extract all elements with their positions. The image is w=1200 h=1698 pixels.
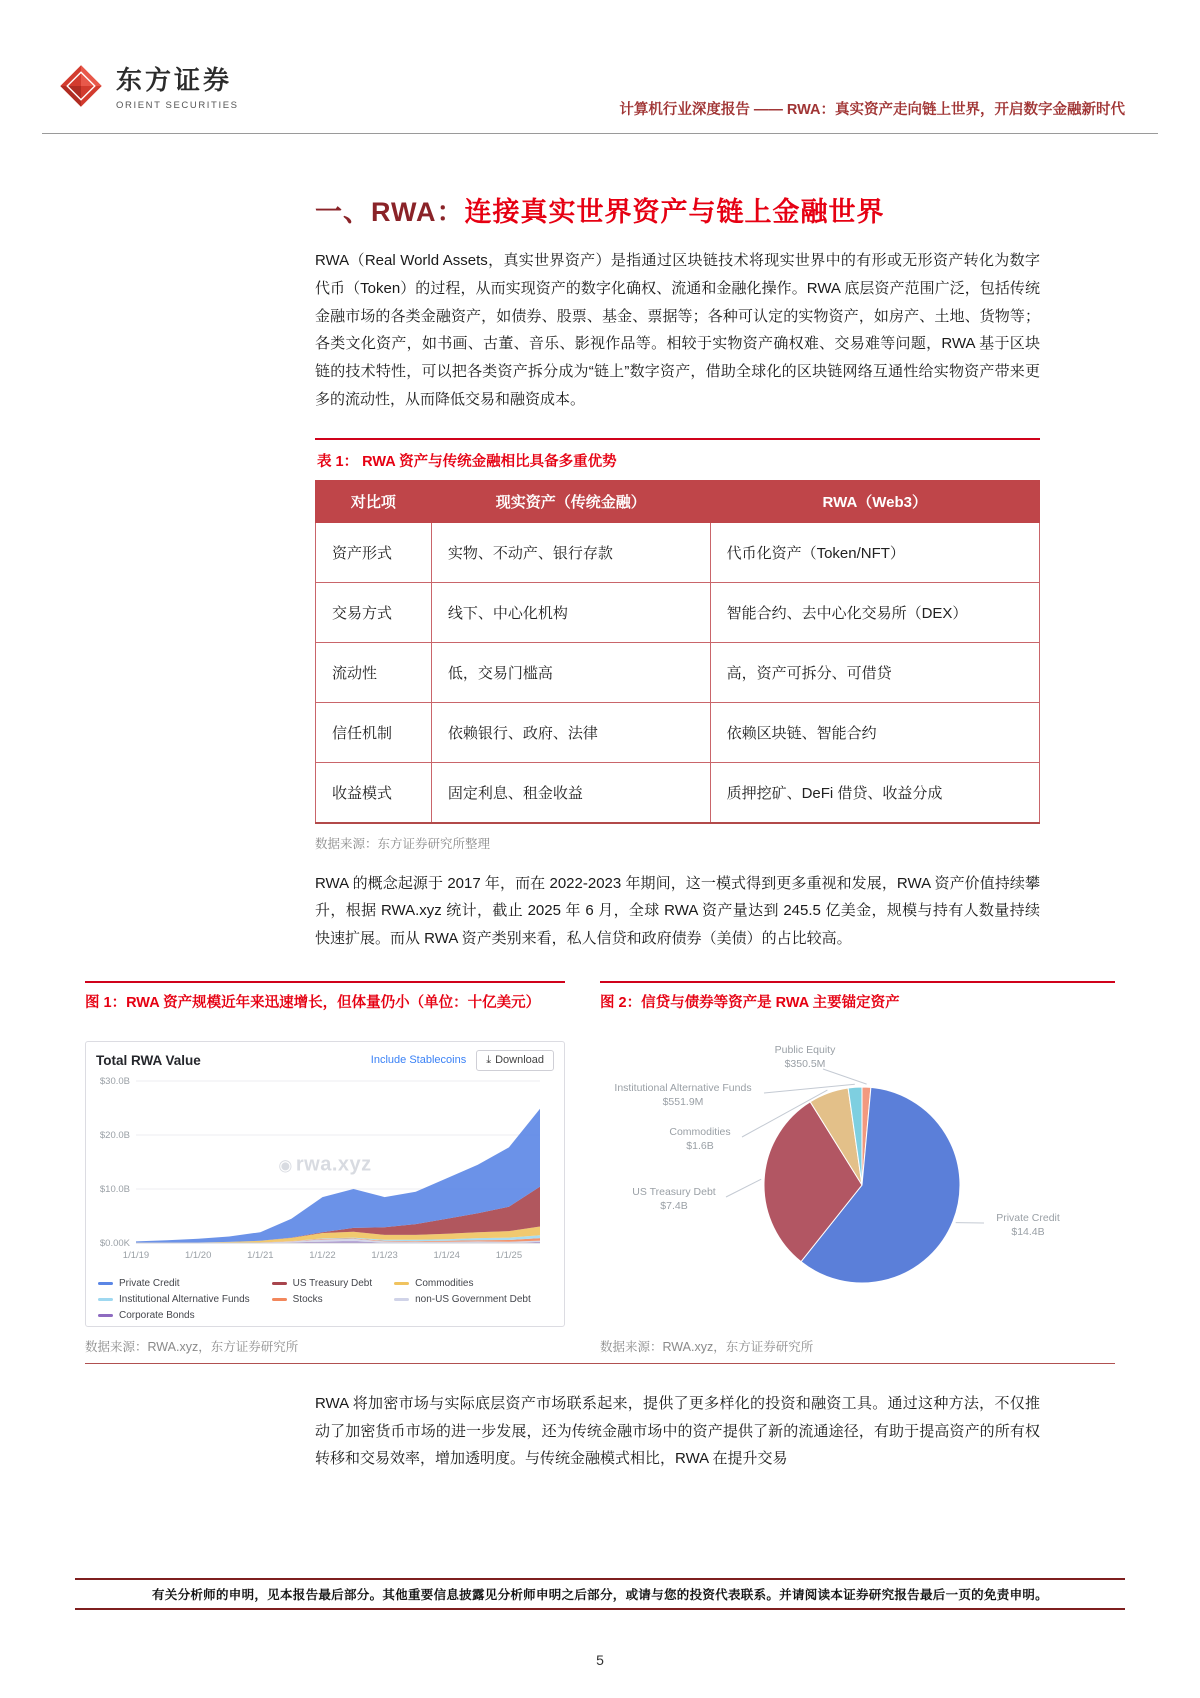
legend-item-private-credit[interactable]	[98, 1278, 250, 1289]
figures-row	[85, 981, 1115, 1355]
svg-text:1/1/22: 1/1/22	[309, 1249, 336, 1261]
row-value-cell: 低，交易门槛高	[431, 642, 710, 702]
brand-logo	[58, 60, 239, 111]
legend-swatch	[272, 1298, 287, 1301]
pie-label-institutional-alternative-funds: Institutional Alternative Funds $551.9M	[614, 1081, 752, 1108]
brand-name-cn: 东方证券	[116, 65, 233, 95]
table-header-cell: 现实资产（传统金融）	[431, 480, 710, 522]
figure1-caption: 图 1：RWA 资产规模近年来迅速增长，但体量仍小（单位：十亿美元）	[85, 994, 541, 1011]
legend-swatch	[98, 1282, 113, 1285]
chart-widget-controls	[371, 1050, 554, 1071]
include-stablecoins-toggle[interactable]: Include Stablecoins	[370, 1054, 467, 1067]
paragraph-3: RWA 将加密市场与实际底层资产市场联系起来，提供了更多样化的投资和融资工具。通过这种方法，不仅推动了加密货币市场的进一步发展，还为传统金融市场中的资产提供了新的流通途径，有助于提高资产的所有权转移和交易效率，增加透明度。与传统金融模式相比，RWA 在提升交易	[315, 1394, 1040, 1468]
area-chart-legend	[86, 1274, 564, 1331]
row-label-cell: 资产形式	[316, 522, 432, 582]
svg-text:1/1/24: 1/1/24	[433, 1249, 460, 1261]
table-header-cell: RWA（Web3）	[710, 480, 1039, 522]
row-value-cell: 质押挖矿、DeFi 借贷、收益分成	[710, 762, 1039, 823]
legend-item-non-us-government-debt[interactable]	[394, 1294, 531, 1305]
figure2-body	[600, 1041, 1115, 1327]
chart-title: Total RWA Value	[96, 1052, 201, 1068]
svg-text:1/1/25: 1/1/25	[495, 1249, 523, 1261]
table-row	[316, 642, 1040, 702]
legend-swatch	[98, 1314, 113, 1317]
orient-securities-logo-icon	[58, 63, 104, 109]
footer-disclaimer: 有关分析师的申明，见本报告最后部分。其他重要信息披露见分析师申明之后部分，或请与您的投资代表联系。并请阅读本证券研究报告最后一页的免责申明。	[75, 1578, 1125, 1610]
table-row	[316, 522, 1040, 582]
header-dash: ——	[753, 102, 783, 118]
legend-label: US Treasury Debt	[292, 1277, 373, 1289]
svg-text:1/1/21: 1/1/21	[247, 1249, 274, 1261]
legend-label: Institutional Alternative Funds	[119, 1293, 250, 1305]
main-content-continued	[315, 1364, 1040, 1473]
pie-label-public-equity: Public Equity $350.5M	[774, 1043, 836, 1070]
download-button[interactable]	[476, 1050, 554, 1071]
svg-text:1/1/23: 1/1/23	[371, 1249, 398, 1261]
row-value-cell: 代币化资产（Token/NFT）	[710, 522, 1039, 582]
page-number: 5	[596, 1652, 604, 1668]
pie-label-private-credit: Private Credit $14.4B	[996, 1211, 1060, 1238]
paragraph-1: RWA（Real World Assets，真实世界资产）是指通过区块链技术将现实世界中的有形或无形资产转化为数字代币（Token）的过程，从而实现资产的数字化确权、流通和金融化操作。RWA 底层资产范围广泛，包括传统金融市场的各类金融资产，如债券、股票、基金、票据等；各种可认定的实物资产，如房产、土地、货物等；各类文化资产，如书画、古董、音乐、影视作品等。相较于实物资产确权难、交易难等问题，RWA 基于区块链的技术特性，可以把各类资产拆分成为“链上”数字资产，借助全球化的区块链网络互通性给实物资产带来更多的流动性，从而降低交易和融资成本。	[315, 252, 1040, 408]
figure-2	[600, 981, 1115, 1355]
table-header-cell: 对比项	[316, 480, 432, 522]
figure1-source: 数据来源：RWA.xyz，东方证券研究所	[85, 1339, 299, 1354]
legend-swatch	[98, 1298, 113, 1301]
svg-text:$30.0B: $30.0B	[99, 1075, 130, 1087]
svg-text:$20.0B: $20.0B	[99, 1129, 130, 1141]
row-value-cell: 依赖区块链、智能合约	[710, 702, 1039, 762]
download-label: Download	[495, 1054, 544, 1067]
report-header-title	[619, 98, 1125, 119]
comparison-table	[315, 480, 1040, 824]
legend-label: Commodities	[415, 1277, 474, 1289]
figure1-body	[85, 1041, 565, 1327]
svg-text:$10.0B: $10.0B	[99, 1183, 130, 1195]
legend-item-corporate-bonds[interactable]	[98, 1310, 250, 1321]
brand-name-en: ORIENT SECURITIES	[116, 100, 239, 111]
row-value-cell: 智能合约、去中心化交易所（DEX）	[710, 582, 1039, 642]
table-row	[316, 702, 1040, 762]
table1-source: 数据来源：东方证券研究所整理	[315, 836, 491, 851]
table1-block	[315, 438, 1040, 852]
rwa-chart-widget	[85, 1041, 565, 1327]
pie-chart-box	[600, 1041, 1115, 1327]
legend-swatch	[394, 1298, 409, 1301]
table-row	[316, 762, 1040, 823]
paragraph-2: RWA 的概念起源于 2017 年，而在 2022-2023 年期间，这一模式得到更多重视和发展，RWA 资产价值持续攀升，根据 RWA.xyz 统计，截止 2025 年 6 月，全球 RWA 资产量达到 245.5 亿美金，规模与持有人数量持续快速扩展。而从 RWA 资产类别来看，私人信贷和政府债券（美债）的占比较高。	[315, 874, 1040, 947]
report-title: RWA：真实资产走向链上世界，开启数字金融新时代	[786, 102, 1125, 118]
legend-item-stocks[interactable]	[272, 1294, 372, 1305]
section-title	[315, 190, 1040, 229]
report-type: 计算机行业深度报告	[619, 102, 750, 118]
row-label-cell: 信任机制	[316, 702, 432, 762]
row-label-cell: 流动性	[316, 642, 432, 702]
rwa-area-chart	[88, 1073, 546, 1269]
rwa-watermark-text: rwa.xyz	[295, 1153, 372, 1176]
legend-label: Private Credit	[119, 1277, 180, 1289]
download-icon: ⤓	[486, 1053, 492, 1066]
row-value-cell: 固定利息、租金收益	[431, 762, 710, 823]
legend-label: Stocks	[292, 1293, 323, 1305]
rwa-logo-icon: ◉	[278, 1157, 293, 1175]
row-value-cell: 实物、不动产、银行存款	[431, 522, 710, 582]
pie-label-commodities: Commodities $1.6B	[669, 1125, 731, 1152]
figure2-caption: 图 2：信贷与债券等资产是 RWA 主要锚定资产	[600, 994, 900, 1011]
legend-swatch	[394, 1282, 409, 1285]
figure-1	[85, 981, 565, 1355]
legend-label: Corporate Bonds	[119, 1309, 195, 1321]
pie-label-us-treasury-debt: US Treasury Debt $7.4B	[632, 1185, 716, 1212]
table-row	[316, 582, 1040, 642]
brand-text	[116, 60, 239, 111]
legend-item-us-treasury-debt[interactable]	[272, 1278, 372, 1289]
report-header	[0, 0, 1200, 119]
legend-item-commodities[interactable]	[394, 1278, 531, 1289]
row-value-cell: 线下、中心化机构	[431, 582, 710, 642]
row-value-cell: 依赖银行、政府、法律	[431, 702, 710, 762]
table-header-row	[316, 480, 1040, 522]
comparison-table-body	[316, 522, 1040, 823]
legend-swatch	[272, 1282, 287, 1285]
figure2-source: 数据来源：RWA.xyz，东方证券研究所	[600, 1339, 814, 1354]
legend-label: non-US Government Debt	[415, 1293, 531, 1305]
svg-text:1/1/20: 1/1/20	[184, 1249, 212, 1261]
section-title-prefix: 一、RWA：	[315, 197, 465, 227]
section-title-rest: 连接真实世界资产与链上金融世界	[464, 197, 885, 227]
row-value-cell: 高，资产可拆分、可借贷	[710, 642, 1039, 702]
row-label-cell: 交易方式	[316, 582, 432, 642]
main-content	[315, 134, 1040, 953]
area-chart-container	[86, 1073, 564, 1274]
row-label-cell: 收益模式	[316, 762, 432, 823]
svg-text:1/1/19: 1/1/19	[122, 1249, 150, 1261]
chart-widget-header	[86, 1042, 564, 1073]
svg-text:$0.00K: $0.00K	[99, 1237, 130, 1249]
rwa-pie-chart	[600, 1041, 1115, 1311]
legend-item-institutional-alternative-funds[interactable]	[98, 1294, 250, 1305]
table1-caption: 表 1： RWA 资产与传统金融相比具备多重优势	[317, 453, 617, 470]
